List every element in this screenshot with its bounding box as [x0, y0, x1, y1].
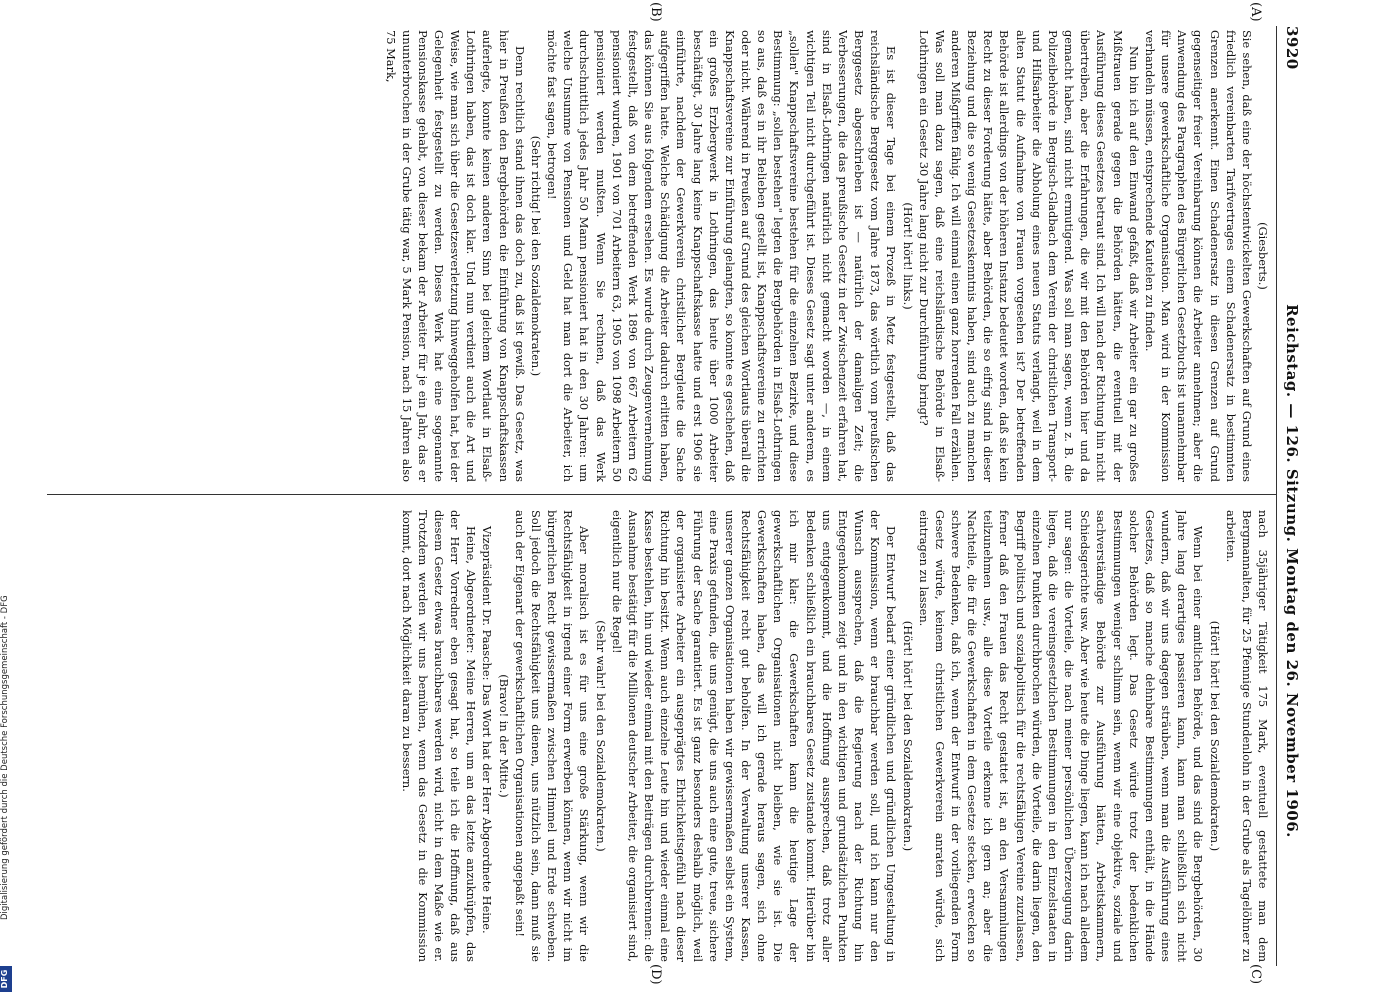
left-column: [51, 30, 1271, 482]
paragraph: Heine, Abgeordneter: Meine Herren, um an das letzte anzuknüpfen, das der Herr Vorredner eben gesagt hat, so teile ich die Hoffnung, daß aus diesem Gesetz etwas brauchbares werden wird, nicht in dem Maße wie er. Trotzdem werden wir uns bemühen, wenn das Gesetz in die Kommission kommt, dort nach Möglichkeit daran zu bessern.: [399, 510, 478, 962]
speaker-label: (Giesberts.): [1255, 222, 1270, 290]
dfg-logo-text: DFG: [0, 969, 9, 989]
paragraph: Sie sehen, daß eine der höchstentwickelten Gewerkschaften auf Grund eines friedlich vereinbarten Tarifvertrages einem Schadenersatz in bestimmten Grenzen anerkennt. Einen Schadenersatz in diesen Grenzen auf Grund gegenseitiger freier Vereinbarung können die Arbeiter annehmen; aber die Anwendung des Paragraphen des Bürgerlichen Gesetzbuchs ist unannehmbar für unsere gewerkschaftliche Organisation. Man wird in der Kommission verhandeln müssen, entsprechende Kautelen zu finden.: [1142, 30, 1254, 482]
paragraph: Vizepräsident Dr. Paasche: Das Wort hat der Herr Abgeordnete Heine.: [480, 526, 494, 934]
paragraph: Es ist dieser Tage bei einem Prozeß in Metz festgestellt, daß das reichsländische Berggesetz vom Jahre 1873, das wörtlich vom preußischen Berggesetz abgeschrieben ist — natürlich der damaligen Zeit; die Verbesserungen, die das preußische Gesetz in der Zwischenzeit erfahren hat, sind in Elsaß-Lothringen natürlich nicht gemacht worden —, in einem wichtigen Teil nicht durchgeführt ist. Dieses Gesetz sagt unter anderem, es „sollen" Knappschaftsvereine bestehen für die einzelnen Bezirke, und diese Bestimmung: „sollen bestehen" legten die Bergbehörden in Elsaß-Lothringen so aus, daß es in ihr Belieben gestellt ist, Knappschaftsvereine zu errichten oder nicht. Während in Preußen auf Grund des gleichen Wortlauts überall die Knappschaftsvereine zur Einführung gelangten, so konnte es geschehen, daß ein großes Erzbergwerk in Lothringen, das heute über 1000 Arbeiter beschäftigt, 30 Jahre lang keine Knappschaftskasse hatte und erst 1906 sie einführte, nachdem der Gewerkverein christlicher Bergleute die Sache aufgegriffen hatte. Welche Schädigung die Arbeiter dadurch erlitten haben, das können Sie aus folgendem ersehen. Es wurde durch Zeugenvernehmung festgestellt, daß von dem betreffenden Werk 1896 von 667 Arbeitern 62 pensioniert wurden, 1901 von 701 Arbeitern 63, 1905 von 1098 Arbeitern 50 pensioniert werden mußten. Wenn Sie rechnen, daß das Werk durchschnittlich jedes Jahr 50 Mann pensioniert hat in den 30 Jahren: um welche Unsumme von Pensionen und Geld hat man dort die Arbeiter, ich möchte fast sagen, betrogen!: [544, 30, 898, 482]
margin-marker-c: (C): [1247, 964, 1263, 985]
interjection: (Hört! hört! bei den Sozialdemokraten.): [900, 620, 915, 852]
newspaper-page: [41, 2, 1343, 985]
interjection: (Hört! hört! bei den Sozialdemokraten.): [1207, 620, 1222, 852]
interjection: (Hört! hört! links.): [900, 202, 915, 310]
right-column: [51, 510, 1271, 962]
paragraph: Denn rechtlich stand ihnen das doch zu, daß ist gewiß. Das Gesetz, was hier in Preußen den Bergbehörden die Einführung von Knappschaftskassen auferlegte, konnte keinen anderen Sinn bei gleichem Wortlaut in Elsaß-Lothringen haben, das ist doch klar. Und nun verdient auch die Art und Weise, wie man sich über die Gesetzesverletzung hinweggeholfen hat, bei der Gelegenheit festgestellt zu werden. Dieses Werk hat eine sogenannte Pensionskasse gehabt, von dieser bekam der Arbeiter für je ein Jahr, das er ununterbrochen in der Grube tätig war, 5 Mark Pension, nach 15 Jahren also 75 Mark,: [383, 30, 527, 482]
paragraph: nach 35jähriger Tätigkeit 175 Mark, eventuell gestattete man dem Bergmannalten, für 25 Pfennige Stundenlohn in der Grube als Tagelöhner zu arbeiten.: [1223, 510, 1270, 962]
paragraph: Nun bin ich auf den Einwand gefaßt, daß wir Arbeiter ein gar zu großes Mißtrauen gerade gegen die Behörden hätten, die eventuell mit der Ausführung dieses Gesetzes betraut sind. Ich will nach der Richtung hin nicht übertreiben, aber die Erfahrungen, die wir mit den Behörden hier und da gemacht haben, sind nicht ermutigend. Was soll man sagen, wenn z. B. die Polizeibehörde in Bergisch-Gladbach dem Verein der christlichen Transport- und Hilfsarbeiter die Abholung eines neuen Statuts verlangt, weil in dem alten Statut die Aufnahme von Frauen vorgesehen ist? Der betreffenden Behörde ist allerdings von der höheren Instanz bedeutet worden, daß sie kein Recht zu dieser Forderung hätte, aber Behörden, die so eifrig sind in dieser Beziehung und die so wenig Gesetzeskenntnis haben, sind auch zu manchen anderen Mißgriffen fähig. Ich will einmal einen ganz horrenden Fall erzählen. Was soll man dazu sagen, daß eine reichsländische Behörde in Elsaß-Lothringen ein Gesetz 30 Jahre lang nicht zur Durchführung bringt?: [916, 30, 1141, 482]
paragraph: Der Entwurf bedarf einer gründlichen und gründlichen Umgestaltung in der Kommission, wenn er brauchbar werden soll, und ich kann nur den Wunsch aussprechen, daß die Regierung nach der Richtung hin Entgegenkommen zeigt und in den wichtigen und grundsätzlichen Punkten uns entgegenkommt, und die Hoffnung aussprechen, daß trotz aller Bedenken schließlich ein brauchbares Gesetz zustande kommt. Hierüber bin ich mir klar: die Gewerkschaften kann die heutige Lage der gewerkschaftlichen Organisationen nicht bleiben, wie sie ist. Die Gewerkschaften haben, das will ich gerade heraus sagen, sich ohne Rechtsfähigkeit recht gut beholfen. In der Verwaltung unserer Kassen, unserer ganzen Organisationen haben wir gewissermaßen selbst ein System, eine Praxis gefunden, die uns genügt, die uns auch eine gute, treue, sichere Führung der Sache garantiert. Es ist ganz besonders deshalb möglich, weil der organisierte Arbeiter ein ausgeprägtes Ehrlichkeitsgefühl nach dieser Richtung hin besitzt. Wenn auch einzelne Leute hin und wieder einmal eine Kasse bestehlen, hin und wieder einmal mit den Beiträgen durchbrennen: die Ausnahme bestätigt für die Millionen deutscher Arbeiter, die organisiert sind, eigentlich nur die Regel!: [609, 510, 898, 962]
margin-marker-a: (A): [1247, 2, 1263, 22]
interjection: (Sehr richtig! bei den Sozialdemokraten.): [528, 135, 543, 377]
page-number: 3920: [1282, 26, 1301, 70]
digitization-credit: Digitalisierung gefördert durch die Deutsche Forschungsgemeinschaft - DFG: [0, 595, 10, 920]
page-header: [1279, 26, 1301, 966]
paragraph: Aber moralisch ist es für uns eine große Stärkung, wenn wir die Rechtsfähigkeit in irgend einer Form erwerben können, wenn wir nicht im bürgerlichen Recht gewissermaßen zwischen Himmel und Erde schweben. Soll jedoch die Rechtsfähigkeit uns dienen, uns nützlich sein, dann muß sie auch der Eigenart der gewerkschaftlichen Organisationen angepaßt sein!: [512, 510, 591, 962]
paragraph: Wenn bei einer amtlichen Behörde, und das sind die Bergbehörden, 30 Jahre lang derartiges passieren kann, kann man schließlich sich nicht wundern, daß wir uns dagegen sträuben, wenn man die Ausführung eines Gesetzes, daß so manche dehnbare Bestimmungen enthält, in die Hände solcher Behörden legt. Das Gesetz würde trotz der bedenklichen Bestimmungen weniger schlimm sein, wenn wir eine objektive, soziale und sachverständige Behörde zur Ausführung hätten, Arbeitskammern, Schiedsgerichte usw. Aber wie heute die Dinge liegen, kann ich nach alledem nur sagen: die Vorteile, die nach meiner persönlichen Überzeugung darin liegen, daß die vereinsgesetzlichen Bestimmungen in den Einzelstaaten in einzelnen Punkten durchbrochen würden, die Vorteile, die darin liegen, den Begriff politisch und sozialpolitisch für die rechtsfähigen Vereine zuzulassen, ferner daß den Frauen das Recht gestattet ist, an den Versammlungen teilzunehmen usw., alle diese Vorteile erkenne ich gern an; aber die Nachteile, die für die Gewerkschaften in dem Gesetze stecken, erwecken so schwere Bedenken, daß ich, wenn der Entwurf in der vorliegenden Form Gesetz würde, keinem christlichen Gewerkverein anraten würde, sich eintragen zu lassen.: [916, 510, 1205, 962]
page-title: Reichstag. — 126. Sitzung. Montag den 26. November 1906.: [1282, 304, 1301, 838]
interjection: (Sehr wahr! bei den Sozialdemokraten.): [593, 620, 608, 852]
interjection: (Bravo! in der Mitte.): [496, 674, 511, 798]
footer: [0, 540, 12, 1000]
column-divider: [47, 494, 1277, 495]
header-rule: [1276, 26, 1277, 966]
margin-marker-d: (D): [647, 964, 663, 985]
margin-marker-b: (B): [647, 2, 663, 22]
dfg-logo: [0, 966, 12, 992]
